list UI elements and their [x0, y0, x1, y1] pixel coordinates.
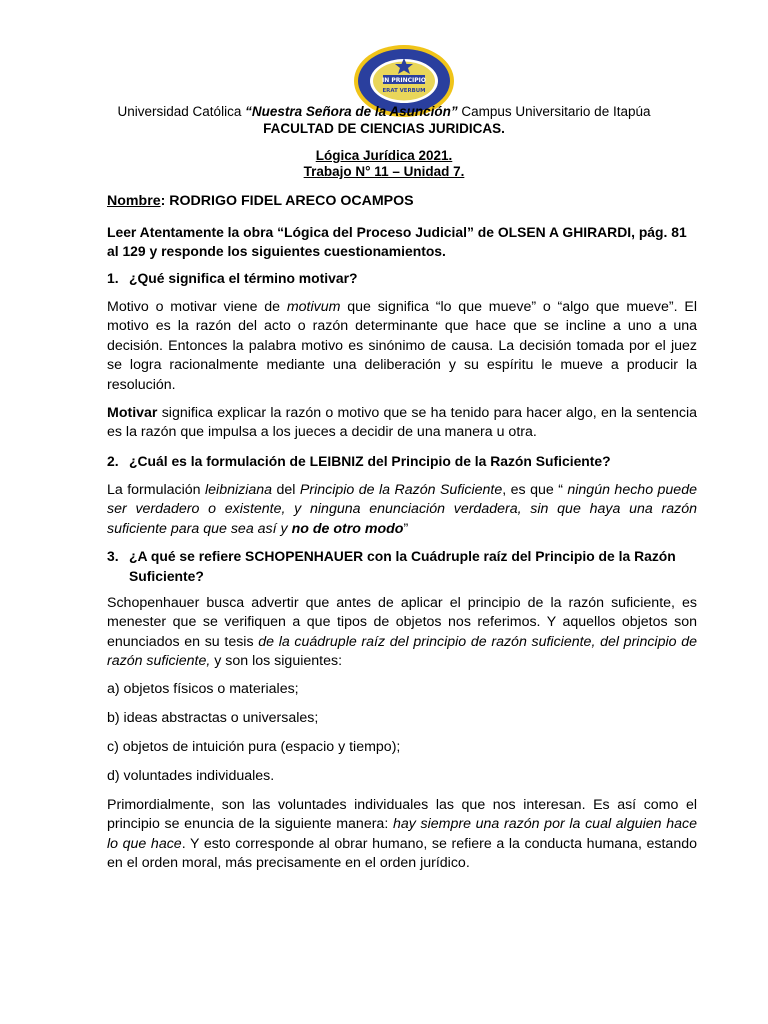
svg-text:ERAT VERBUM: ERAT VERBUM [382, 88, 426, 94]
university-line: Universidad Católica “Nuestra Señora de la Asunción” Campus Universitario de Itapúa [117, 104, 651, 119]
instructions: Leer Atentamente la obra “Lógica del Proceso Judicial” de OLSEN A GHIRARDI, pág. 81 al 129 y responde los siguientes cuestionamientos. [107, 224, 687, 260]
answer-2: La formulación leibniziana del Principio de la Razón Suficiente, es que “ ningún hecho puede ser verdadero o existente, y ninguna enunciación verdadera, sin que haya una razón suficiente para que sea así y no de otro modo” [107, 482, 697, 537]
answer-1-paragraph-2: Motivar significa explicar la razón o motivo que se ha tenido para hacer algo, en la sentencia es la razón que impulsa a los jueces a decidir de una manera u otra. [107, 405, 697, 441]
answer-3-paragraph-1: Schopenhauer busca advertir que antes de aplicar el principio de la razón suficiente, es menester que se verifiquen a que tipos de objetos nos referimos. Y aquellos objetos son enunciados en su tesis de la cuádruple raíz del principio de razón suficiente, del principio de razón suficiente, y son los siguientes: [107, 595, 697, 670]
student-name: Nombre: RODRIGO FIDEL ARECO OCAMPOS [107, 193, 414, 209]
answer-3-paragraph-2: Primordialmente, son las voluntades individuales las que nos interesan. Es así como el principio se enuncia de la siguiente manera: hay siempre una razón por la cual alguien hace lo que hace. Y esto corresponde al obrar humano, se refiere a la conducta humana, estando en el orden moral, más precisamente en el orden jurídico. [107, 797, 697, 872]
document-page: IN PRINCIPIO ERAT VERBUM Universidad Católica “Nuestra Señora de la Asunción” Campus Universitario de Itapúa FACULTAD DE CIENCIAS JURIDICAS. Lógica Jurídica 2021. Trabajo N° 11 – Unidad 7. Nombre: RODRIGO FIDEL ARECO OCAMPOS Leer Atentamente la obra “Lógica del Proceso Judicial” de OLSEN A GHIRARDI, pág. 81 al 129 y responde los siguientes cuestionamientos. 1. ¿Qué significa el término motivar? Motivo o motivar viene de motivum que significa “lo que mueve” o “algo que mueve”. El motivo es la razón del acto o razón determinante que hace que se incline a uno a una decisión. Entonces la palabra motivo es sinónimo de causa. La decisión tomada por el juez se logra racionalmente mediante una deliberación y su espíritu le mueve a producir la resolución. Motivar significa explicar la razón o motivo que se ha tenido para hacer algo, en la sentencia es la razón que impulsa a los jueces a decidir de una manera u otra. 2. ¿Cuál es la formulación de LEIBNIZ del Principio de la Razón Suficiente? La formulación leibniziana del Principio de la Razón Suficiente, es que “ ningún hecho puede ser verdadero o existente, y ninguna enunciación verdadera, sin que haya una razón suficiente para que sea así y no de otro modo” 3. ¿A qué se refiere SCHOPENHAUER con la Cuádruple raíz del Principio de la Razón Suficiente? Schopenhauer busca advertir que antes de aplicar el principio de la razón suficiente, es menester que se verifiquen a que tipos de objetos nos referimos. Y aquellos objetos son enunciados en su tesis de la cuádruple raíz del principio de razón suficiente, del principio de razón suficiente, y son los siguientes: a) objetos físicos o materiales; b) ideas abstractas o universales; c) objetos de intuición pura (espacio y tiempo); d) voluntades individuales. Primordialmente, son las voluntades individuales las que nos interesan. Es así como el principio se enuncia de la siguiente manera: hay siempre una razón por la cual alguien hace lo que hace. Y esto corresponde al obrar humano, se refiere a la conducta humana, estando en el orden moral, más precisamente en el orden jurídico. [0, 0, 768, 1024]
answer-1-paragraph-1: Motivo o motivar viene de motivum que significa “lo que mueve” o “algo que mueve”. El motivo es la razón del acto o razón determinante que hace que se incline a uno a una decisión. Entonces la palabra motivo es sinónimo de causa. La decisión tomada por el juez se logra racionalmente mediante una deliberación y su espíritu le mueve a producir la resolución. [107, 299, 697, 393]
list-item: b) ideas abstractas o universales; [107, 710, 319, 726]
list-item: c) objetos de intuición pura (espacio y tiempo); [107, 739, 401, 755]
list-item: d) voluntades individuales. [107, 768, 275, 784]
faculty-heading: FACULTAD DE CIENCIAS JURIDICAS. [263, 121, 505, 136]
assignment-heading: Trabajo N° 11 – Unidad 7. [303, 164, 465, 179]
list-item: a) objetos físicos o materiales; [107, 681, 299, 697]
svg-text:IN PRINCIPIO: IN PRINCIPIO [382, 77, 426, 85]
subject-heading: Lógica Jurídica 2021. [315, 148, 453, 163]
